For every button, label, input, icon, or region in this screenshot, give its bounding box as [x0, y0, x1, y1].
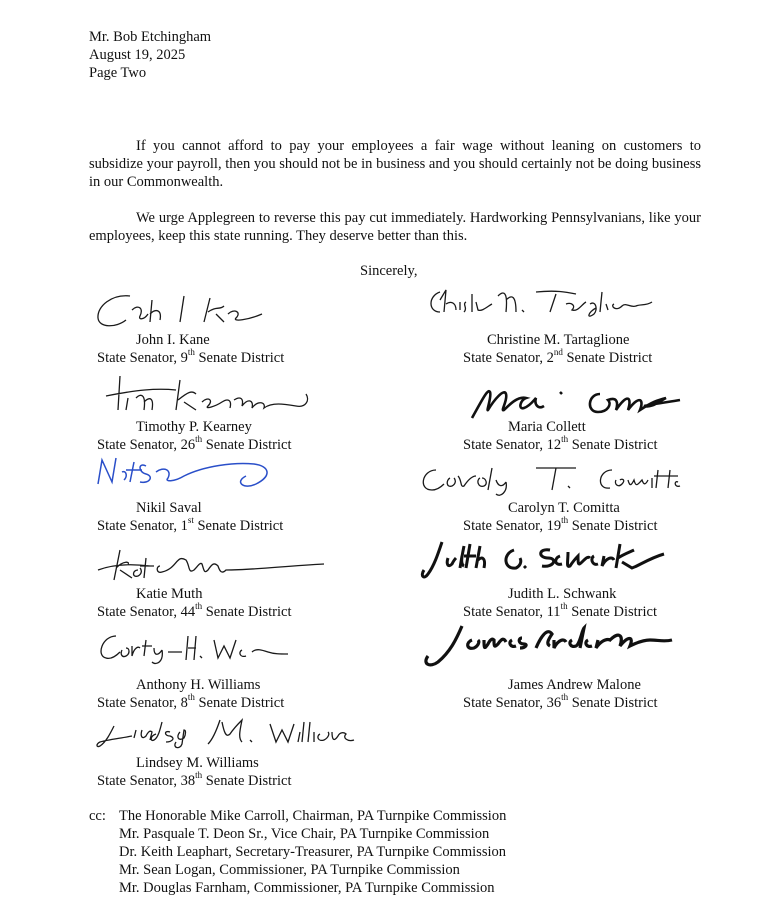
signatory-name: Anthony H. Williams: [136, 677, 261, 693]
signatory-title: State Senator, 44th Senate District: [97, 601, 292, 620]
cc-row: [89, 843, 506, 861]
cc-row: [89, 825, 506, 843]
signatory-title: State Senator, 36th Senate District: [463, 692, 658, 711]
page-label: Page Two: [89, 65, 147, 81]
body-paragraph-2: We urge Applegreen to reverse this pay cut immediately. Hardworking Pennsylvanians, like your employees, keep this state running. They deserve better than this.: [89, 210, 701, 244]
signatory-title: State Senator, 26th Senate District: [97, 434, 292, 453]
cc-recipient: Dr. Keith Leaphart, Secretary-Treasurer, PA Turnpike Commission: [119, 844, 506, 860]
signatory-title: State Senator, 9th Senate District: [97, 347, 285, 366]
signature-tartaglione: [426, 282, 671, 322]
signature-schwank: [418, 536, 678, 588]
signatory-title: State Senator, 2nd Senate District: [463, 347, 653, 366]
cc-recipient: Mr. Sean Logan, Commissioner, PA Turnpike Commission: [119, 862, 460, 878]
signature-a-williams: [92, 626, 292, 672]
signature-kearney: [96, 370, 316, 420]
signature-collett: [468, 378, 683, 423]
cc-recipient: The Honorable Mike Carroll, Chairman, PA Turnpike Commission: [119, 808, 507, 824]
signatory-name: James Andrew Malone: [508, 677, 641, 693]
signature-kane: [92, 282, 272, 337]
signature-malone: [418, 616, 690, 672]
signature-saval: [94, 452, 284, 494]
signatory-name: Judith L. Schwank: [508, 586, 617, 602]
cc-label: cc:: [89, 808, 106, 824]
signatory-name: Carolyn T. Comitta: [508, 500, 620, 516]
signature-comitta: [416, 458, 686, 500]
signatory-name: John I. Kane: [136, 332, 210, 348]
cc-row: [89, 861, 506, 879]
signatory-title: State Senator, 12th Senate District: [463, 434, 658, 453]
signatory-title: State Senator, 11th Senate District: [463, 601, 657, 620]
recipient-name: Mr. Bob Etchingham: [89, 29, 212, 45]
cc-row: [89, 807, 506, 825]
cc-recipient: Mr. Douglas Farnham, Commissioner, PA Turnpike Commission: [119, 880, 495, 896]
signatory-name: Nikil Saval: [136, 500, 202, 516]
cc-recipient: Mr. Pasquale T. Deon Sr., Vice Chair, PA Turnpike Commission: [119, 826, 490, 842]
signatory-name: Timothy P. Kearney: [136, 419, 252, 435]
signatory-title: State Senator, 1st Senate District: [97, 515, 284, 534]
closing-salutation: Sincerely,: [360, 263, 418, 279]
signature-l-williams: [92, 712, 357, 752]
signature-muth: [94, 540, 344, 588]
signatory-name: Maria Collett: [508, 419, 586, 435]
signatory-title: State Senator, 8th Senate District: [97, 692, 285, 711]
letter-date: August 19, 2025: [89, 47, 186, 63]
signatory-name: Lindsey M. Williams: [136, 755, 259, 771]
signatory-name: Katie Muth: [136, 586, 203, 602]
signatory-title: State Senator, 19th Senate District: [463, 515, 658, 534]
cc-list: [89, 807, 506, 897]
signatory-title: State Senator, 38th Senate District: [97, 770, 292, 789]
body-paragraph-1: If you cannot afford to pay your employees a fair wage without leaning on customers to subsidize your payroll, then you should not be in business and you should certainly not be doing business in our Commonwealth.: [89, 138, 701, 190]
cc-row: [89, 879, 506, 897]
letter-header: [89, 28, 211, 82]
signatory-name: Christine M. Tartaglione: [487, 332, 630, 348]
